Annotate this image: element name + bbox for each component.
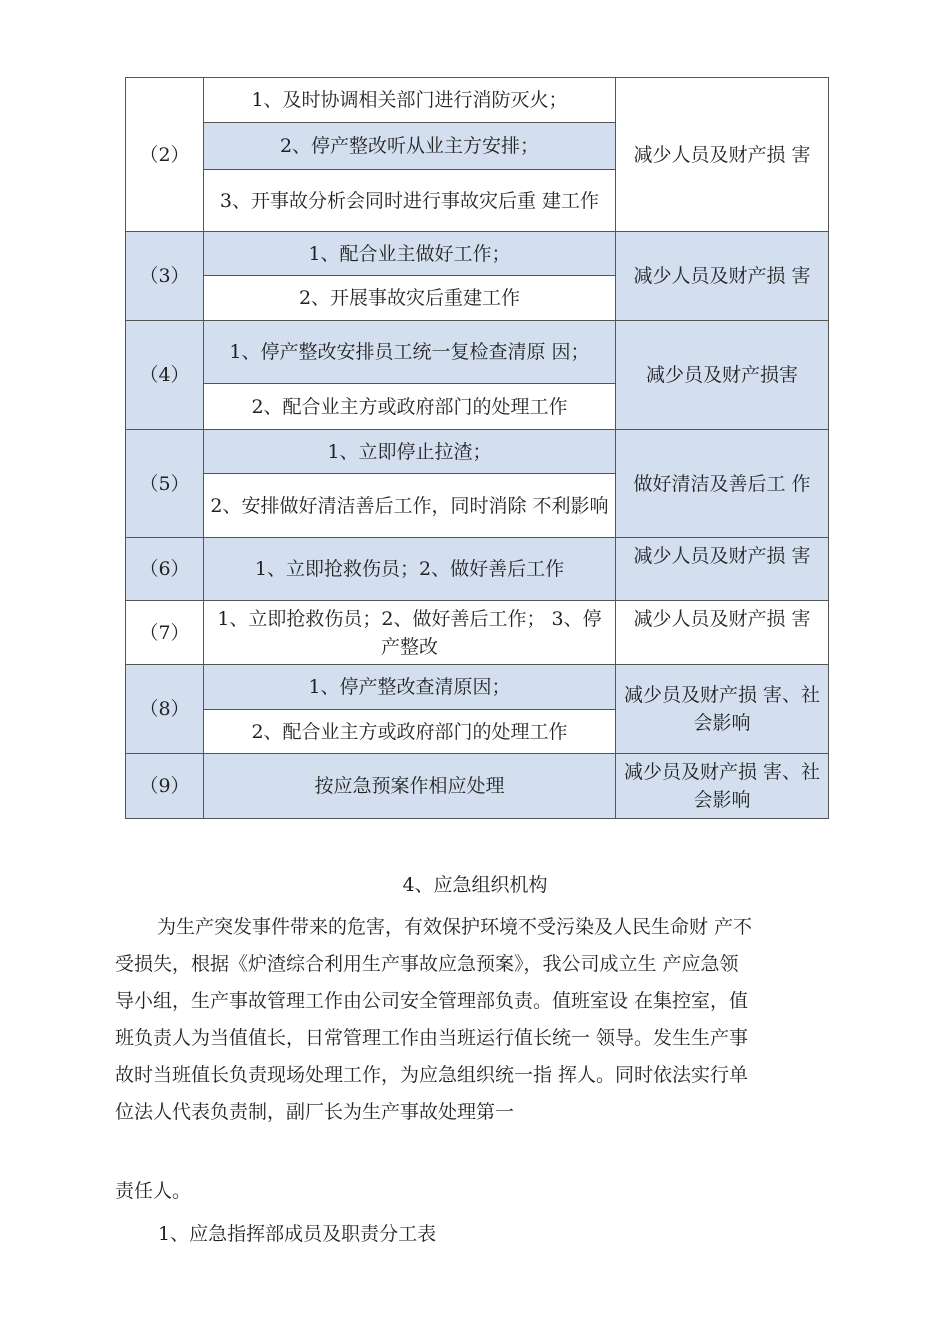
goal-cell: 减少人员及财产损 害 xyxy=(616,232,829,321)
row-number: （8） xyxy=(126,665,204,754)
paragraph-line: 位法人代表负责制，副厂长为生产事故处理第一 xyxy=(115,1101,515,1123)
goal-cell: 减少员及财产损 害、社会影响 xyxy=(616,754,829,819)
goal-cell: 减少人员及财产损 害 xyxy=(616,78,829,232)
action-cell: 3、开事故分析会同时进行事故灾后重 建工作 xyxy=(204,170,616,232)
row-number: （2） xyxy=(126,78,204,232)
row-number: （6） xyxy=(126,538,204,601)
row-number: （7） xyxy=(126,601,204,665)
action-cell: 1、停产整改查清原因； xyxy=(204,665,616,710)
section-title: 4、应急组织机构 xyxy=(402,874,548,896)
subsection-title: 1、应急指挥部成员及职责分工表 xyxy=(158,1223,437,1245)
row-number: （3） xyxy=(126,232,204,321)
action-cell: 2、配合业主方或政府部门的处理工作 xyxy=(204,710,616,754)
body-paragraph xyxy=(115,909,855,1131)
paragraph-line: 受损失，根据《炉渣综合利用生产事故应急预案》，我公司成立生 产应急领 xyxy=(115,953,739,975)
action-cell: 1、配合业主做好工作； xyxy=(204,232,616,276)
row-number: （5） xyxy=(126,430,204,538)
action-cell: 2、安排做好清洁善后工作，同时消除 不利影响 xyxy=(204,474,616,538)
action-cell: 2、配合业主方或政府部门的处理工作 xyxy=(204,384,616,430)
paragraph-line: 导小组，生产事故管理工作由公司安全管理部负责。值班室设 在集控室，值 xyxy=(115,990,749,1012)
goal-cell: 减少员及财产损 害、社会影响 xyxy=(616,665,829,754)
action-cell: 1、立即抢救伤员；2、做好善后工作 xyxy=(204,538,616,601)
action-cell: 按应急预案作相应处理 xyxy=(204,754,616,819)
goal-cell: 做好清洁及善后工 作 xyxy=(616,430,829,538)
emergency-response-table xyxy=(125,77,829,819)
action-cell: 1、立即抢救伤员；2、做好善后工作； 3、停产整改 xyxy=(204,601,616,665)
action-cell: 1、及时协调相关部门进行消防灭火； xyxy=(204,78,616,123)
row-number: （9） xyxy=(126,754,204,819)
action-cell: 2、开展事故灾后重建工作 xyxy=(204,276,616,321)
goal-cell: 减少人员及财产损 害 xyxy=(616,538,829,601)
paragraph-last-line: 责任人。 xyxy=(115,1180,192,1202)
row-number: （4） xyxy=(126,321,204,430)
action-cell: 1、立即停止拉渣； xyxy=(204,430,616,474)
action-cell: 2、停产整改听从业主方安排； xyxy=(204,123,616,170)
goal-cell: 减少人员及财产损 害 xyxy=(616,601,829,665)
paragraph-line: 班负责人为当值值长，日常管理工作由当班运行值长统一 领导。发生生产事 xyxy=(115,1027,749,1049)
paragraph-line: 为生产突发事件带来的危害，有效保护环境不受污染及人民生命财 产不 xyxy=(157,916,753,938)
goal-cell: 减少员及财产损害 xyxy=(616,321,829,430)
paragraph-line: 故时当班值长负责现场处理工作，为应急组织统一指 挥人。同时依法实行单 xyxy=(115,1064,749,1086)
action-cell: 1、停产整改安排员工统一复检查清原 因； xyxy=(204,321,616,384)
